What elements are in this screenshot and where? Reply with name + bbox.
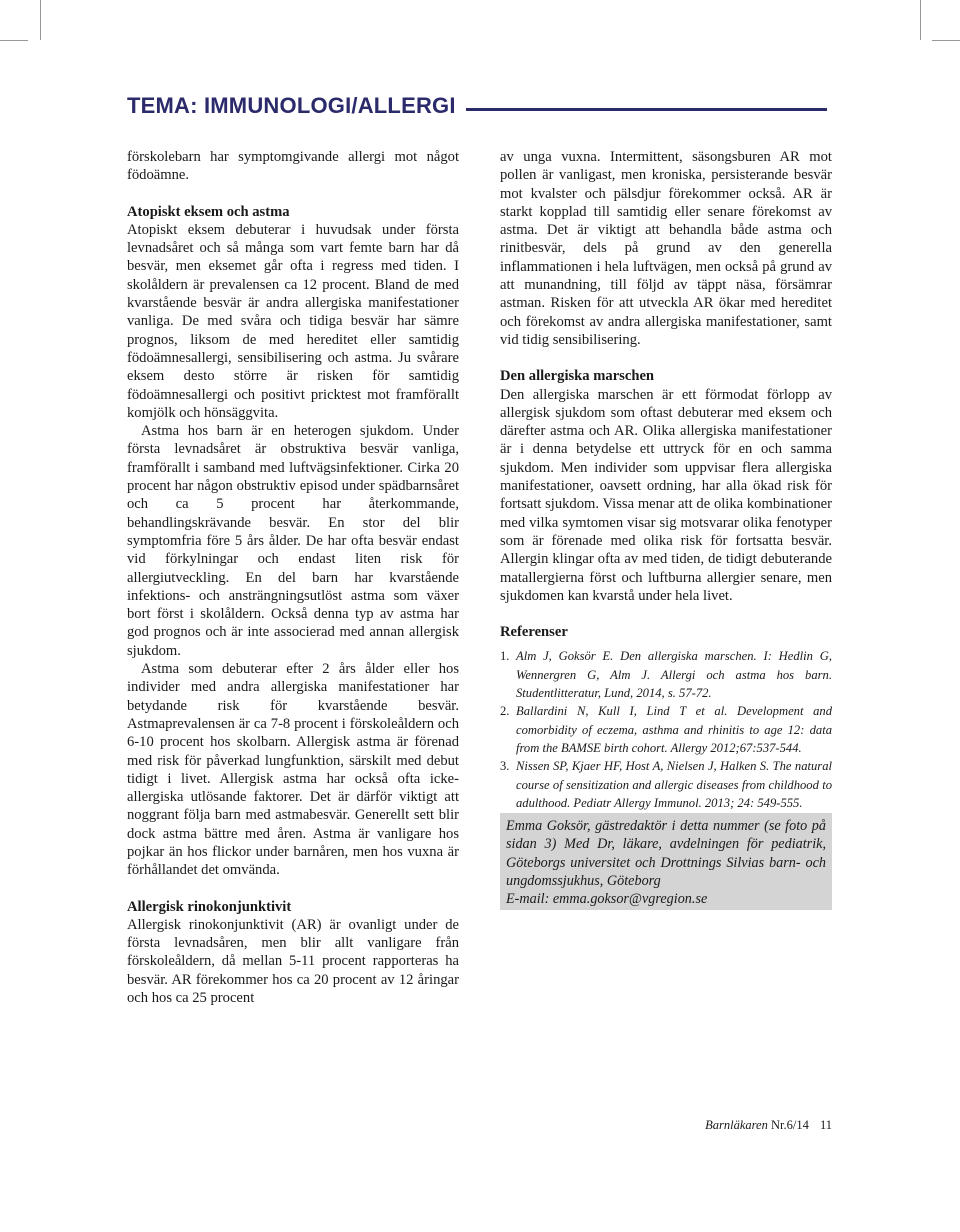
reference-number: 3. bbox=[500, 759, 510, 774]
paragraph: Den allergiska marschen är ett förmodat förlopp av allergisk sjukdom som oftast debuterar med eksem och därefter astma och AR. Olika allergiska manifestationer är i denna betydelse ett uttryck för en och samma sjukdom. Men individer som uppvisar flera allergiska manifestationer, oavsett ordning, har alla ökad risk för fortsatt sjukdom. Vissa menar att de olika kombinationer med vilka symtomen visar sig motsvarar olika fenotyper som är förenade med olika risk för fortsatta besvär. Allergin klingar ofta av med tiden, de tidigt debuterande matallergierna först och luftburna allergier senare, men sjukdomen kan kvarstå under hela livet. bbox=[500, 386, 832, 604]
right-column bbox=[500, 148, 832, 812]
reference-item bbox=[500, 757, 832, 812]
crop-mark-top-left-vertical bbox=[40, 0, 41, 40]
issue-number: Nr.6/14 bbox=[770, 1118, 809, 1132]
journal-name: Barnläkaren bbox=[705, 1118, 768, 1132]
reference-text: Alm J, Goksör E. Den allergiska marschen. I: Hedlin G, Wennergren G, Alm J. Allergi och astma hos barn. Studentlitteratur, Lund, 2014, s. 57-72. bbox=[516, 649, 832, 701]
heading-atopiskt-eksem: Atopiskt eksem och astma bbox=[127, 203, 290, 220]
reference-item bbox=[500, 647, 832, 702]
paragraph: Atopiskt eksem debuterar i huvudsak under första levnadsåret och så många som vart femte barn har då besvär, men eksemet går ofta i regress med tiden. I skolåldern är prevalensen ca 12 procent. Bland de med kvarstående besvär är andra allergiska manifestationer vanliga. De med svåra och tidiga besvär har sämre prognos, liksom de med hereditet eller samtidig födoämnesallergi, sensibilisering och astma. Ju svårare eksem desto större är risken för samtidig födoämnesallergi och positivt pricktest mot framförallt komjölk och hönsäggvita. bbox=[127, 221, 459, 421]
reference-text: Nissen SP, Kjaer HF, Host A, Nielsen J, Halken S. The natural course of sensitization and allergic diseases from childhood to adulthood. Pediatr Allergy Immunol. 2013; 24: 549-555. bbox=[516, 759, 832, 810]
crop-mark-top-left-horizontal bbox=[0, 40, 28, 41]
crop-mark-top-right-horizontal bbox=[932, 40, 960, 41]
paragraph: Allergisk rinokonjunktivit (AR) är ovanligt under de första levnadsåren, men blir allt vanligare från förskoleåldern, då mellan 5-11 procent rapporteras ha besvär. AR förekommer hos ca 20 procent av 12 åringar och hos ca 25 procent bbox=[127, 916, 459, 1007]
intro-text: förskolebarn har symptomgivande allergi mot något födoämne. bbox=[127, 149, 459, 184]
paragraph: Astma hos barn är en heterogen sjukdom. Under första levnadsåret är obstruktiva besvär vanliga, framförallt i samband med luftvägsinfektioner. Cirka 20 procent har någon obstruktiv episod under spädbarnsåret och ca 5 procent har återkommande, behandlingskrävande besvär. En stor del blir symptomfria före 5 års ålder. De har ofta besvär endast vid förkylningar och endast liten risk för allergiutveckling. En del barn har kvarstående infektions- och ansträngningsutlöst astma som växer bort först i skolåldern. Också denna typ av astma har god prognos och är inte associerad med annan allergisk sjukdom. bbox=[127, 423, 459, 659]
reference-number: 1. bbox=[500, 649, 510, 664]
continuation-text: av unga vuxna. Intermittent, säsongsburen AR mot pollen är vanligast, men kroniska, persisterande besvär mot kvalster och pälsdjur förekommer också. AR är starkt kopplad till samtidig eller senare förekomst av astma. Det är viktigt att behandla både astma och rinitbesvär, dels på grund av den generella inflammationen i hela luftvägen, men också på grund av att munandning, till följd av täppt näsa, försämrar astman. Risken för att utveckla AR ökar med hereditet och förekomst av andra allergiska manifestationer, samt vid tidig sensibilisering. bbox=[500, 149, 832, 348]
section-header bbox=[127, 89, 827, 123]
reference-item bbox=[500, 702, 832, 757]
reference-list bbox=[500, 647, 832, 812]
left-column bbox=[127, 148, 459, 1007]
reference-text: Ballardini N, Kull I, Lind T et al. Development and comorbidity of eczema, asthma and rhinitis to age 12: data from the BAMSE birth cohort. Allergy 2012;67:537-544. bbox=[516, 704, 832, 755]
paragraph: Astma som debuterar efter 2 års ålder eller hos individer med andra allergiska manifestationer har betydande risk för kvarstående besvär. Astmaprevalensen är ca 7-8 procent i förskoleåldern och 6-10 procent hos skolbarn. Allergisk astma är förenad med risk för påverkad lungfunktion, särskilt med debut tidigt i livet. Allergisk astma har också ofta icke-allergiska utlösande faktorer. Det är därför viktigt att noggrant följa barn med astmabesvär. Generellt sett blir dock astma bättre med åren. Astma är vanligare hos pojkar än hos flickor under barnåren, men hos vuxna är förhållandet det omvända. bbox=[127, 661, 459, 879]
author-bio: Emma Goksör, gästredaktör i detta nummer (se foto på sidan 3) Med Dr, läkare, avdelningen för pediatrik, Göteborgs universitet och Drottnings Silvias barn- och ungdomssjukhus, Göteborg bbox=[506, 818, 826, 889]
page-title: TEMA: IMMUNOLOGI/ALLERGI bbox=[127, 93, 456, 118]
reference-number: 2. bbox=[500, 704, 510, 719]
crop-mark-top-right-vertical bbox=[920, 0, 921, 40]
page-number: 11 bbox=[819, 1118, 832, 1132]
heading-rinokonjunktivit: Allergisk rinokonjunktivit bbox=[127, 898, 292, 915]
author-email[interactable]: E-mail: emma.goksor@vgregion.se bbox=[506, 891, 708, 908]
heading-allergiska-marschen: Den allergiska marschen bbox=[500, 368, 655, 385]
header-rule bbox=[466, 108, 827, 111]
author-info-box bbox=[500, 813, 832, 910]
page-footer bbox=[680, 1118, 832, 1133]
heading-referenser: Referenser bbox=[500, 624, 568, 641]
